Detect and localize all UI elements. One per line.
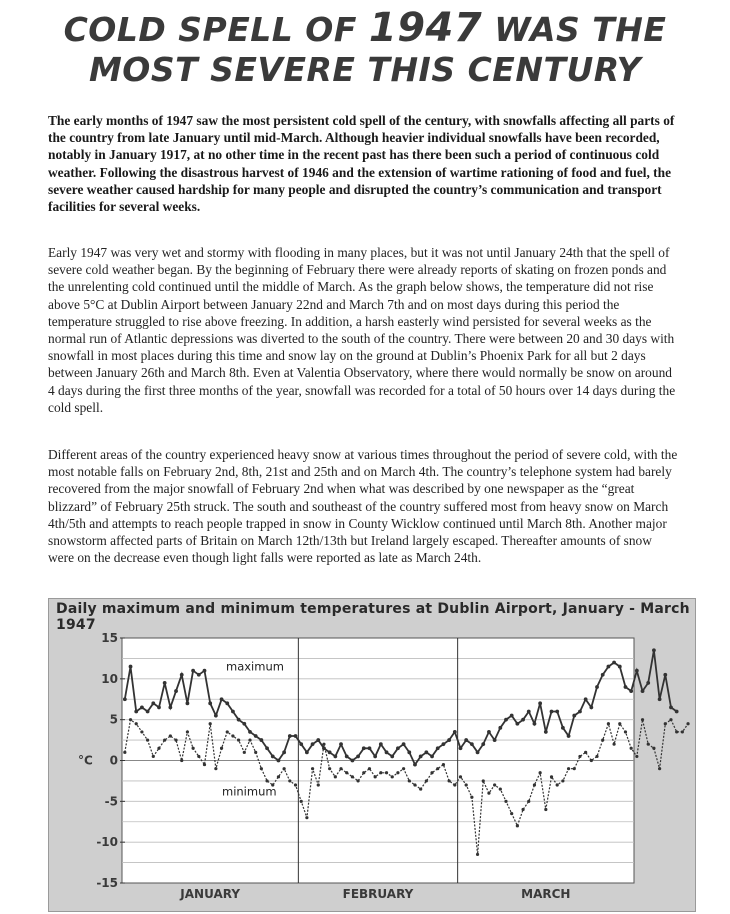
point-maximum bbox=[675, 710, 679, 714]
point-maximum bbox=[652, 648, 656, 652]
point-minimum bbox=[368, 767, 371, 770]
point-minimum bbox=[430, 771, 433, 774]
point-maximum bbox=[168, 706, 172, 710]
series-label-minimum: minimum bbox=[222, 784, 277, 799]
y-tick-label: 0 bbox=[109, 753, 118, 768]
point-minimum bbox=[169, 734, 172, 737]
point-minimum bbox=[652, 747, 655, 750]
point-maximum bbox=[459, 746, 463, 750]
point-minimum bbox=[339, 767, 342, 770]
point-minimum bbox=[214, 767, 217, 770]
point-maximum bbox=[413, 763, 417, 767]
point-minimum bbox=[413, 783, 416, 786]
point-maximum bbox=[669, 706, 673, 710]
point-maximum bbox=[225, 701, 229, 705]
point-minimum bbox=[539, 771, 542, 774]
point-maximum bbox=[601, 673, 605, 677]
point-maximum bbox=[663, 673, 667, 677]
point-minimum bbox=[618, 722, 621, 725]
point-minimum bbox=[277, 775, 280, 778]
point-maximum bbox=[134, 710, 138, 714]
point-maximum bbox=[618, 665, 622, 669]
chart-title: Daily maximum and minimum temperatures at Dublin Airport, January - March 1947 bbox=[56, 601, 690, 633]
point-maximum bbox=[305, 750, 309, 754]
point-minimum bbox=[243, 751, 246, 754]
point-minimum bbox=[487, 792, 490, 795]
point-maximum bbox=[396, 746, 400, 750]
point-maximum bbox=[237, 718, 241, 722]
point-minimum bbox=[669, 718, 672, 721]
point-maximum bbox=[561, 726, 565, 730]
point-maximum bbox=[265, 746, 269, 750]
point-maximum bbox=[436, 746, 440, 750]
point-minimum bbox=[527, 800, 530, 803]
point-maximum bbox=[282, 750, 286, 754]
point-maximum bbox=[550, 710, 554, 714]
point-maximum bbox=[254, 734, 258, 738]
point-minimum bbox=[550, 775, 553, 778]
point-minimum bbox=[476, 853, 479, 856]
point-maximum bbox=[629, 689, 633, 693]
point-maximum bbox=[584, 697, 588, 701]
point-minimum bbox=[385, 771, 388, 774]
point-minimum bbox=[197, 755, 200, 758]
point-maximum bbox=[368, 746, 372, 750]
point-minimum bbox=[135, 722, 138, 725]
point-maximum bbox=[589, 706, 593, 710]
point-minimum bbox=[595, 755, 598, 758]
point-minimum bbox=[544, 808, 547, 811]
point-minimum bbox=[140, 730, 143, 733]
point-minimum bbox=[351, 775, 354, 778]
point-maximum bbox=[140, 706, 144, 710]
body-paragraph-1: Early 1947 was very wet and stormy with flooding in many places, but it was not until January 24th that the spell of severe cold weather began. By the beginning of February there were already reports of skating on frozen ponds and the unrelenting cold continued until the middle of March. As the graph below shows, the temperature did not rise above 5°C at Dublin Airport between January 22nd and March 7th and on most days during this period the temperature struggled to rise above freezing. In addition, a harsh easterly wind persisted for several weeks as the normal run of Atlantic depressions was diverted to the south of the country. There were between 20 and 30 days with snowfall in most places during this time and snow lay on the ground at Dublin’s Phoenix Park for all but 2 days between January 26th and March 8th. Even at Valentia Observatory, where there would normally be snow on around 4 days during the first three months of the year, snowfall was recorded for a total of 50 hours over 14 days during the cold spell. bbox=[48, 245, 676, 415]
point-maximum bbox=[242, 722, 246, 726]
point-maximum bbox=[504, 718, 508, 722]
title-line-2: MOST SEVERE THIS CENTURY bbox=[88, 50, 642, 89]
point-maximum bbox=[299, 742, 303, 746]
body-paragraph-2: Different areas of the country experienced heavy snow at various times throughout the period of severe cold, with the most notable falls on February 2nd, 8th, 21st and 25th and on March 4th. The country’s telephone system had barely recovered from the major snowfall of February 2nd when what was described by one newspaper as the “great blizzard” of February 25th struck. The south and southeast of the country suffered most from heavy snow on March 4th/5th and attempts to reach people trapped in snow in County Wicklow continued until March 8th. Another major snowstorm affected parts of Britain on March 12th/13th but Ireland largely escaped. Thereafter amounts of snow were on the decrease even though light falls were reported as late as March 24th. bbox=[48, 447, 678, 566]
point-maximum bbox=[567, 734, 571, 738]
point-minimum bbox=[186, 730, 189, 733]
point-maximum bbox=[345, 755, 349, 759]
point-minimum bbox=[459, 775, 462, 778]
point-minimum bbox=[129, 718, 132, 721]
point-minimum bbox=[601, 738, 604, 741]
point-minimum bbox=[408, 779, 411, 782]
point-maximum bbox=[288, 734, 292, 738]
point-minimum bbox=[334, 775, 337, 778]
point-minimum bbox=[300, 800, 303, 803]
point-maximum bbox=[430, 755, 434, 759]
point-maximum bbox=[424, 750, 428, 754]
point-maximum bbox=[470, 742, 474, 746]
point-maximum bbox=[464, 738, 468, 742]
point-minimum bbox=[504, 800, 507, 803]
point-minimum bbox=[146, 738, 149, 741]
point-minimum bbox=[453, 783, 456, 786]
point-minimum bbox=[436, 767, 439, 770]
point-minimum bbox=[510, 812, 513, 815]
point-minimum bbox=[686, 722, 689, 725]
point-maximum bbox=[328, 750, 332, 754]
y-tick-label: -10 bbox=[96, 835, 118, 850]
point-minimum bbox=[561, 779, 564, 782]
point-maximum bbox=[146, 710, 150, 714]
point-maximum bbox=[174, 689, 178, 693]
y-tick-label: -15 bbox=[96, 876, 118, 890]
point-maximum bbox=[555, 710, 559, 714]
point-minimum bbox=[209, 722, 212, 725]
point-minimum bbox=[260, 767, 263, 770]
point-maximum bbox=[521, 718, 525, 722]
y-tick-label: 5 bbox=[109, 712, 118, 727]
point-minimum bbox=[163, 738, 166, 741]
point-minimum bbox=[556, 783, 559, 786]
point-maximum bbox=[186, 701, 190, 705]
point-maximum bbox=[390, 755, 394, 759]
point-minimum bbox=[362, 771, 365, 774]
point-minimum bbox=[345, 771, 348, 774]
point-maximum bbox=[214, 714, 218, 718]
point-minimum bbox=[283, 767, 286, 770]
point-minimum bbox=[294, 783, 297, 786]
point-minimum bbox=[192, 747, 195, 750]
point-minimum bbox=[248, 738, 251, 741]
point-minimum bbox=[658, 767, 661, 770]
point-maximum bbox=[481, 742, 485, 746]
point-maximum bbox=[248, 730, 252, 734]
point-minimum bbox=[374, 775, 377, 778]
point-maximum bbox=[612, 661, 616, 665]
point-maximum bbox=[356, 755, 360, 759]
point-maximum bbox=[123, 697, 127, 701]
point-maximum bbox=[646, 681, 650, 685]
point-maximum bbox=[453, 730, 457, 734]
point-minimum bbox=[521, 808, 524, 811]
point-minimum bbox=[664, 722, 667, 725]
point-minimum bbox=[391, 775, 394, 778]
point-maximum bbox=[407, 750, 411, 754]
point-minimum bbox=[123, 751, 126, 754]
point-maximum bbox=[533, 722, 537, 726]
point-minimum bbox=[237, 738, 240, 741]
point-minimum bbox=[419, 787, 422, 790]
point-minimum bbox=[612, 743, 615, 746]
point-minimum bbox=[470, 796, 473, 799]
point-maximum bbox=[498, 726, 502, 730]
point-maximum bbox=[379, 742, 383, 746]
point-minimum bbox=[220, 747, 223, 750]
point-minimum bbox=[482, 779, 485, 782]
title-text-b: WAS THE bbox=[494, 10, 667, 49]
month-label: FEBRUARY bbox=[342, 887, 414, 901]
point-maximum bbox=[316, 738, 320, 742]
point-minimum bbox=[226, 730, 229, 733]
lead-paragraph: The early months of 1947 saw the most persistent cold spell of the century, with snowfalls affecting all parts of the country from late January until mid-March. Although heavier individual snowfalls have been recorded, notably in January 1917, at no other time in the recent past has there been such a period of continuous cold weather. Following the disastrous harvest of 1946 and the extension of wartime rationing of food and fuel, the severe weather caused hardship for many people and disrupted the country’s communication and transport facilities for several weeks. bbox=[48, 113, 675, 215]
y-axis-label: °C bbox=[78, 753, 93, 768]
point-minimum bbox=[499, 787, 502, 790]
series-label-maximum: maximum bbox=[226, 659, 284, 674]
point-maximum bbox=[641, 689, 645, 693]
point-minimum bbox=[425, 779, 428, 782]
point-maximum bbox=[180, 673, 184, 677]
point-minimum bbox=[516, 824, 519, 827]
point-maximum bbox=[208, 701, 212, 705]
point-maximum bbox=[271, 755, 275, 759]
point-minimum bbox=[311, 767, 314, 770]
point-maximum bbox=[339, 742, 343, 746]
point-maximum bbox=[333, 755, 337, 759]
point-maximum bbox=[259, 738, 263, 742]
point-maximum bbox=[578, 710, 582, 714]
point-minimum bbox=[584, 751, 587, 754]
point-minimum bbox=[607, 722, 610, 725]
point-maximum bbox=[311, 742, 315, 746]
point-minimum bbox=[254, 751, 257, 754]
point-minimum bbox=[590, 759, 593, 762]
point-maximum bbox=[476, 750, 480, 754]
point-minimum bbox=[379, 771, 382, 774]
point-minimum bbox=[174, 738, 177, 741]
point-maximum bbox=[220, 697, 224, 701]
point-minimum bbox=[675, 730, 678, 733]
point-maximum bbox=[191, 669, 195, 673]
y-tick-label: -5 bbox=[104, 794, 118, 809]
month-label: MARCH bbox=[521, 887, 571, 901]
point-maximum bbox=[493, 738, 497, 742]
point-minimum bbox=[265, 779, 268, 782]
point-maximum bbox=[510, 714, 514, 718]
point-minimum bbox=[465, 783, 468, 786]
point-maximum bbox=[487, 730, 491, 734]
point-maximum bbox=[442, 742, 446, 746]
point-minimum bbox=[231, 734, 234, 737]
point-maximum bbox=[595, 685, 599, 689]
point-minimum bbox=[578, 755, 581, 758]
point-minimum bbox=[402, 767, 405, 770]
point-minimum bbox=[635, 755, 638, 758]
point-maximum bbox=[277, 759, 281, 763]
point-maximum bbox=[538, 701, 542, 705]
point-maximum bbox=[419, 755, 423, 759]
point-minimum bbox=[641, 718, 644, 721]
y-tick-label: 15 bbox=[101, 631, 118, 645]
point-maximum bbox=[607, 665, 611, 669]
title-text-a: COLD SPELL OF bbox=[63, 10, 357, 49]
point-minimum bbox=[448, 779, 451, 782]
point-minimum bbox=[493, 783, 496, 786]
point-maximum bbox=[163, 681, 167, 685]
point-maximum bbox=[658, 697, 662, 701]
point-maximum bbox=[402, 742, 406, 746]
point-maximum bbox=[527, 710, 531, 714]
point-maximum bbox=[197, 673, 201, 677]
point-maximum bbox=[231, 710, 235, 714]
point-maximum bbox=[544, 730, 548, 734]
point-minimum bbox=[442, 763, 445, 766]
point-minimum bbox=[567, 767, 570, 770]
point-minimum bbox=[157, 747, 160, 750]
point-maximum bbox=[635, 669, 639, 673]
point-minimum bbox=[322, 743, 325, 746]
point-minimum bbox=[624, 730, 627, 733]
point-maximum bbox=[351, 759, 355, 763]
point-minimum bbox=[681, 730, 684, 733]
point-maximum bbox=[624, 685, 628, 689]
point-minimum bbox=[328, 767, 331, 770]
point-minimum bbox=[180, 759, 183, 762]
point-maximum bbox=[157, 706, 161, 710]
point-minimum bbox=[317, 783, 320, 786]
point-maximum bbox=[373, 755, 377, 759]
point-maximum bbox=[129, 665, 133, 669]
point-minimum bbox=[396, 771, 399, 774]
point-minimum bbox=[533, 783, 536, 786]
point-minimum bbox=[203, 763, 206, 766]
point-maximum bbox=[362, 746, 366, 750]
point-maximum bbox=[203, 669, 207, 673]
point-minimum bbox=[305, 816, 308, 819]
point-maximum bbox=[572, 714, 576, 718]
point-minimum bbox=[573, 767, 576, 770]
month-label: JANUARY bbox=[180, 887, 241, 901]
point-maximum bbox=[447, 738, 451, 742]
point-maximum bbox=[151, 701, 155, 705]
point-maximum bbox=[385, 750, 389, 754]
point-minimum bbox=[152, 755, 155, 758]
point-minimum bbox=[630, 747, 633, 750]
y-tick-label: 10 bbox=[101, 671, 118, 686]
title-year: 1947 bbox=[368, 5, 483, 51]
point-minimum bbox=[288, 779, 291, 782]
point-maximum bbox=[515, 722, 519, 726]
point-maximum bbox=[294, 734, 298, 738]
point-minimum bbox=[647, 743, 650, 746]
point-minimum bbox=[356, 779, 359, 782]
